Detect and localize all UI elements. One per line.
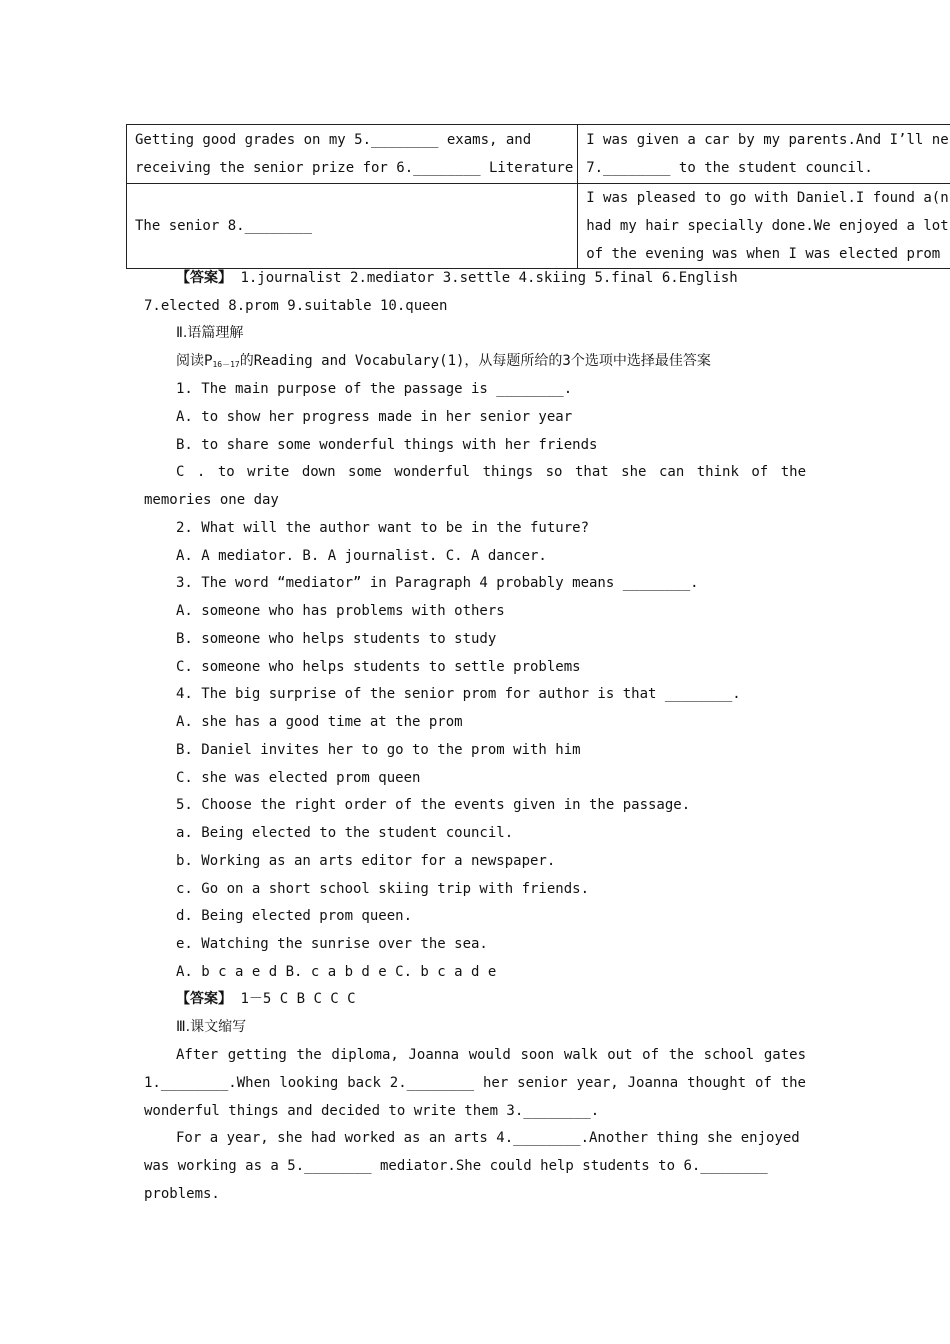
table-cell (578, 184, 950, 269)
cell-line: 7.________ to the student council. (586, 160, 873, 176)
question-line: 1. The main purpose of the passage is ________. (176, 381, 573, 397)
summary-line: wonderful things and decided to write them 3.________. (144, 1103, 600, 1119)
table-cell (127, 184, 578, 269)
cell-line: I was pleased to go with Daniel.I found a(n (586, 190, 949, 206)
cell-line: I was given a car by my parents.And I’ll ne (586, 132, 949, 148)
instruction-prefix: 阅读P (176, 353, 213, 369)
option-line: A. someone who has problems with others (176, 603, 505, 619)
option-line: C. she was elected prom queen (176, 770, 421, 786)
cell-line: The senior 8.________ (135, 218, 313, 234)
answer-text: 1－5 C B C C C (240, 991, 356, 1007)
option-line: C. someone who helps students to settle problems (176, 659, 581, 675)
cell-line: had my hair specially done.We enjoyed a lot (586, 218, 949, 234)
cell-line: of the evening was when I was elected prom (586, 246, 941, 262)
cell-line: Getting good grades on my 5.________ exams, and (135, 132, 532, 148)
event-line: c. Go on a short school skiing trip with friends. (176, 881, 590, 897)
summary-line: 1.________.When looking back 2.________ her senior year, Joanna thought of the (144, 1075, 806, 1091)
event-line: d. Being elected prom queen. (176, 908, 413, 924)
summary-table (126, 124, 950, 269)
summary-line: problems. (144, 1186, 220, 1202)
cell-line: receiving the senior prize for 6.________ Literature (135, 160, 574, 176)
event-line: b. Working as an arts editor for a newspaper. (176, 853, 556, 869)
table-cell (578, 125, 950, 184)
option-line-cont: memories one day (144, 492, 279, 508)
section-heading: Ⅲ.课文缩写 (176, 1019, 247, 1035)
question-line: 5. Choose the right order of the events given in the passage. (176, 797, 691, 813)
summary-line: was working as a 5.________ mediator.She could help students to 6.________ (144, 1158, 768, 1174)
page-range: 16－17 (212, 360, 240, 369)
event-line: a. Being elected to the student council. (176, 825, 514, 841)
answer-label: 【答案】 (176, 991, 232, 1007)
answer-line (176, 268, 738, 288)
answer-line (176, 989, 356, 1009)
question-line: 4. The big surprise of the senior prom for author is that ________. (176, 686, 741, 702)
question-line: 3. The word “mediator” in Paragraph 4 probably means ________. (176, 575, 699, 591)
table-row (127, 125, 950, 184)
question-line: 2. What will the author want to be in the future? (176, 520, 590, 536)
event-line: e. Watching the sunrise over the sea. (176, 936, 488, 952)
answer-label: 【答案】 (176, 270, 232, 286)
option-line: B. to share some wonderful things with her friends (176, 437, 598, 453)
table-row (127, 184, 950, 269)
summary-line: After getting the diploma, Joanna would soon walk out of the school gates (176, 1047, 806, 1063)
section-heading: Ⅱ.语篇理解 (176, 325, 244, 341)
answer-text: 1.journalist 2.mediator 3.settle 4.skiing 5.final 6.English (240, 270, 738, 286)
section-instruction (176, 351, 711, 375)
option-line: B. Daniel invites her to go to the prom with him (176, 742, 581, 758)
answer-line-2: 7.elected 8.prom 9.suitable 10.queen (144, 298, 448, 314)
option-line: A. to show her progress made in her senior year (176, 409, 573, 425)
option-line: A. b c a e d B. c a b d e C. b c a d e (176, 964, 497, 980)
option-line: C . to write down some wonderful things so that she can think of the (176, 464, 806, 480)
table-cell (127, 125, 578, 184)
option-line: B. someone who helps students to study (176, 631, 497, 647)
option-line: A. she has a good time at the prom (176, 714, 463, 730)
instruction-text: 的Reading and Vocabulary(1)，从每题所给的3个选项中选择最佳答案 (239, 353, 711, 369)
summary-line: For a year, she had worked as an arts 4.________.Another thing she enjoyed (176, 1130, 800, 1146)
option-line: A. A mediator. B. A journalist. C. A dancer. (176, 548, 547, 564)
